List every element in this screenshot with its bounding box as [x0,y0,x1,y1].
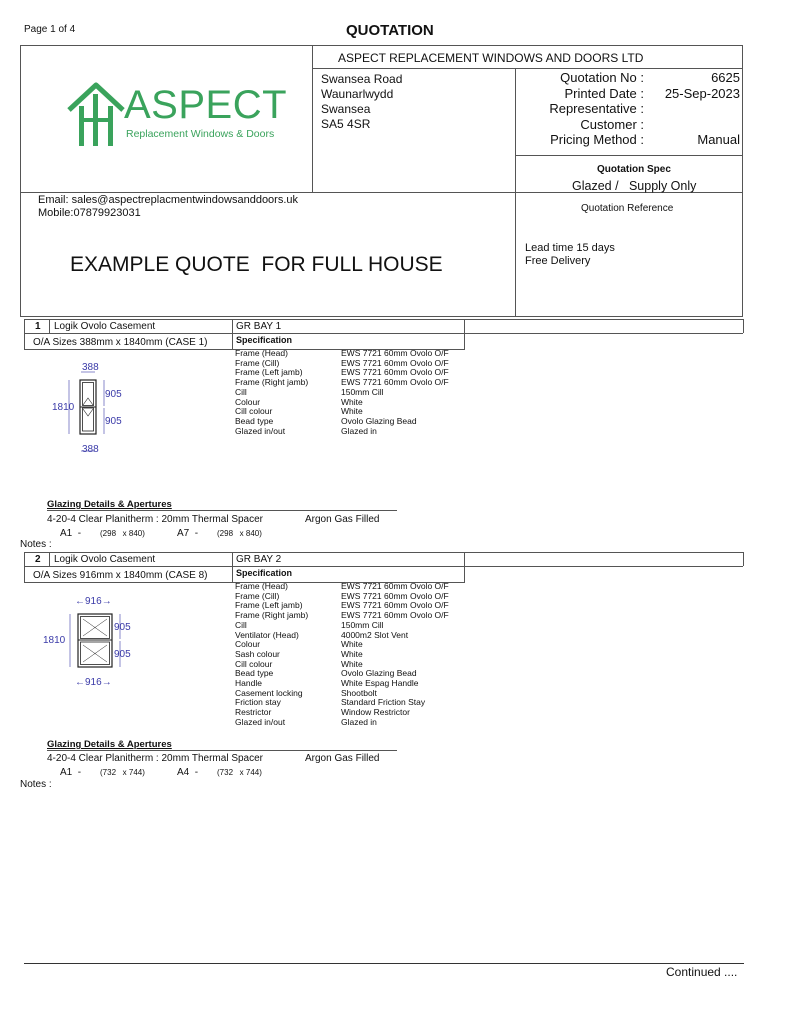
page-indicator: Page 1 of 4 [24,24,76,35]
height-label: 1810 [43,635,66,646]
quotation-spec-title: Quotation Spec [597,164,671,175]
field-pricing-method: Pricing Method : Manual [550,132,740,148]
spec-row: Cill 150mm Cill [235,386,384,397]
spec-row: Cill colour White [235,406,363,417]
company-logo [66,80,291,150]
glazing-title: Glazing Details & Apertures [47,499,172,510]
quotation-fields [520,70,740,148]
field-quotation-no: Quotation No : 6625 [560,70,740,85]
aperture-id: A1 - [60,767,82,778]
item-product: Logik Ovolo Casement [54,321,156,332]
aperture-size: (298 x 840) [100,529,145,538]
spec-row: Restrictor Window Restrictor [235,707,410,718]
spec-row: Handle White Espag Handle [235,678,419,688]
spec-row: Cill 150mm Cill [235,619,384,630]
aperture-id: A1 - [60,528,82,539]
aperture-id: A7 - [177,528,199,539]
item-number: 2 [35,554,41,565]
glazing-detail: 4-20-4 Clear Planitherm : 20mm Thermal Spacer [47,753,264,764]
notes-label: Notes : [20,779,52,790]
item-location: GR BAY 1 [236,321,282,332]
footer-divider [24,963,744,964]
lead-time: Lead time 15 days [525,242,615,254]
field-printed-date: Printed Date : 25-Sep-2023 [564,85,740,101]
lower-sash-label: 905 [105,416,122,427]
spec-row: Frame (Head) EWS 7721 60mm Ovolo O/F [235,348,449,358]
item-sizes: O/A Sizes 388mm x 1840mm (CASE 1) [33,337,208,348]
gas-fill: Argon Gas Filled [305,514,380,525]
item-location: GR BAY 2 [236,554,282,565]
item-sizes: O/A Sizes 916mm x 1840mm (CASE 8) [33,570,208,581]
aperture-size: (732 x 744) [100,768,145,777]
company-name: ASPECT REPLACEMENT WINDOWS AND DOORS LTD [338,51,644,65]
width-bottom-label: 388 [82,444,99,455]
spec-row: Bead type Ovolo Glazing Bead [235,415,417,426]
aperture-id: A4 - [177,767,199,778]
spec-row: Cill colour White [235,658,363,669]
item-product: Logik Ovolo Casement [54,554,156,565]
spec-row: Glazed in/out Glazed in [235,716,377,727]
spec-row: Frame (Head) EWS 7721 60mm Ovolo O/F [235,581,449,591]
spec-row: Colour White [235,396,363,407]
spec-row: Bead type Ovolo Glazing Bead [235,668,417,679]
glazing-title: Glazing Details & Apertures [47,739,172,750]
brand-tagline: Replacement Windows & Doors [126,128,275,140]
spec-row: Glazed in/out Glazed in [235,425,377,436]
upper-sash-label: 905 [114,622,131,633]
window-drawing [45,360,135,460]
width-bottom-label: ←916→ [75,677,112,688]
house-logo-icon [66,80,126,148]
spec-row: Ventilator (Head) 4000m2 Slot Vent [235,629,409,640]
gas-fill: Argon Gas Filled [305,753,380,764]
spec-row: Colour White [235,639,363,650]
delivery-note: Free Delivery [525,255,591,267]
spec-header: Specification [236,568,293,578]
lower-sash-label: 905 [114,649,131,660]
item-number: 1 [35,321,41,332]
spec-row: Friction stay Standard Friction Stay [235,697,426,708]
address-line: SA5 4SR [321,117,371,131]
contact-mobile: Mobile:07879923031 [38,207,141,219]
company-address [321,72,402,132]
notes-label: Notes : [20,539,52,550]
field-representative: Representative : [549,101,644,117]
field-customer: Customer : [580,116,644,132]
address-line: Swansea Road [321,72,403,86]
continued-label: Continued .... [666,965,738,979]
quote-headline: EXAMPLE QUOTE FOR FULL HOUSE [70,253,443,276]
aperture-size: (298 x 840) [217,529,262,538]
quotation-spec-value: Glazed / Supply Only [572,179,697,193]
contact-email: Email: sales@aspectreplacmentwindowsanddoors.uk [38,194,299,206]
quotation-reference-label: Quotation Reference [581,203,674,214]
spec-row: Frame (Right jamb) EWS 7721 60mm Ovolo O/F [235,377,449,388]
upper-sash-label: 905 [105,389,122,400]
spec-row: Sash colour White [235,648,363,659]
spec-row: Casement locking Shootbolt [235,687,377,698]
spec-row: Frame (Cill) EWS 7721 60mm Ovolo O/F [235,590,449,601]
spec-row: Frame (Left jamb) EWS 7721 60mm Ovolo O/F [235,367,449,378]
spec-row: Frame (Right jamb) EWS 7721 60mm Ovolo O/F [235,610,449,621]
height-label: 1810 [52,402,75,413]
glazing-detail: 4-20-4 Clear Planitherm : 20mm Thermal Spacer [47,514,264,525]
width-top-label: 388 [82,362,99,373]
spec-header: Specification [236,335,293,345]
address-line: Swansea [321,102,371,116]
window-drawing [40,592,140,692]
spec-row: Frame (Cill) EWS 7721 60mm Ovolo O/F [235,357,449,368]
brand-name: ASPECT [124,83,288,127]
document-title: QUOTATION [346,22,434,39]
aperture-size: (732 x 744) [217,768,262,777]
address-line: Waunarlwydd [321,87,394,101]
spec-row: Frame (Left jamb) EWS 7721 60mm Ovolo O/F [235,600,449,611]
width-top-label: ←916→ [75,596,112,607]
